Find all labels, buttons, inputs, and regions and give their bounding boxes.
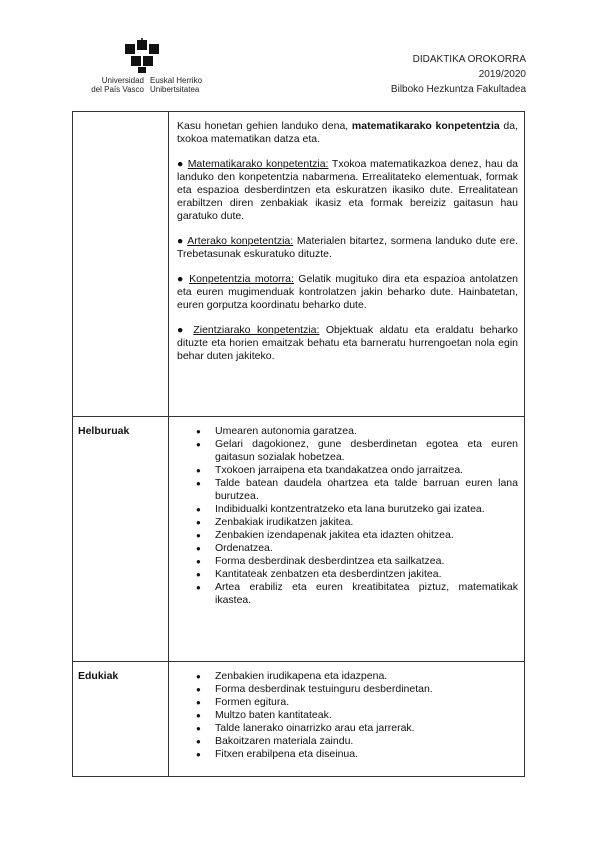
edukiak-label: Edukiak bbox=[73, 662, 169, 777]
competence-title: Zientziarako konpetentzia: bbox=[193, 324, 320, 336]
list-item: ● Indibidualki kontzentratzeko eta lana burutzeko gai izatea. bbox=[215, 503, 518, 516]
competence-title: Arterako konpetentzia: bbox=[187, 235, 294, 247]
competence-title: Matematikarako konpetentzia: bbox=[187, 158, 329, 170]
university-logo bbox=[74, 38, 214, 98]
logo-text-basque bbox=[150, 76, 220, 94]
helburuak-label: Helburuak bbox=[73, 417, 169, 662]
list-item: ● Bakoitzaren materiala zaindu. bbox=[215, 735, 518, 748]
bullet-icon: ● bbox=[177, 158, 185, 170]
logo-right-line2: Unibertsitatea bbox=[150, 85, 200, 94]
subject-name: DIDAKTIKA OROKORRA bbox=[412, 54, 526, 65]
list-item: ● Zenbakien izendapenak jakitea eta idazten ohitzea. bbox=[215, 529, 518, 542]
competence-text: Objektuak aldatu eta eraldatu beharko dituzte eta horien emaitzak behatu eta barneratu hurrengoetan nola egin behar duten jakiteko. bbox=[177, 324, 518, 362]
intro-paragraph bbox=[177, 120, 518, 146]
list-item: ● Zenbakien irudikapena eta idazpena. bbox=[215, 670, 518, 683]
table-row-competences bbox=[73, 112, 525, 417]
academic-year: 2019/2020 bbox=[478, 69, 526, 80]
competence-paragraph bbox=[177, 273, 518, 312]
table-row-helburuak bbox=[73, 417, 525, 662]
edukiak-cell bbox=[169, 662, 525, 777]
faculty-name: Bilboko Hezkuntza Fakultadea bbox=[390, 84, 526, 95]
competence-text: Txokoa matematikazkoa denez, hau da landuko den konpetentzia nabarmena. Errealitateko elementuak, formak eta espazioa desberdintzen eta eskuratzen ikasiko dute. Errealitatean erabiltzen diren zenbakiak ikasiz eta formak bereiziz gaitasun hau garatuko dute. bbox=[177, 158, 518, 222]
bullet-icon: ● bbox=[177, 235, 185, 247]
competence-paragraph bbox=[177, 235, 518, 261]
competence-text: Materialen bitartez, sormena landuko dute ere. Trebetasunak eskuratuko dituzte. bbox=[177, 235, 519, 260]
list-item: ● Forma desberdinak desberdintzea eta sailkatzea. bbox=[215, 555, 518, 568]
planning-table bbox=[72, 111, 525, 777]
list-item: ● Zenbakiak irudikatzen jakitea. bbox=[215, 516, 518, 529]
edukiak-list bbox=[177, 670, 518, 761]
bullet-icon: ● bbox=[177, 273, 185, 285]
list-item: ● Artea erabiliz eta euren kreatibitatea piztuz, matematikak ikastea. bbox=[215, 581, 518, 607]
list-item: ● Gelari dagokionez, gune desberdinetan egotea eta euren gaitasun sozialak hobetzea. bbox=[215, 438, 518, 464]
intro-text-end: da, txokoa matematikan datza eta. bbox=[177, 120, 518, 145]
helburuak-cell bbox=[169, 417, 525, 662]
page-header-info bbox=[391, 52, 526, 97]
list-item: ● Ordenatzea. bbox=[215, 542, 518, 555]
logo-text-spanish bbox=[74, 76, 144, 94]
list-item: ● Fitxen erabilpena eta diseinua. bbox=[215, 748, 518, 761]
list-item: ● Forma desberdinak testuinguru desberdinetan. bbox=[215, 683, 518, 696]
competence-title: Konpetentzia motorra: bbox=[189, 273, 294, 285]
intro-bold-text: matematikarako konpetentzia bbox=[351, 120, 500, 132]
list-item: ● Formen egitura. bbox=[215, 696, 518, 709]
helburuak-list bbox=[177, 425, 518, 607]
logo-right-line1: Euskal Herriko bbox=[150, 76, 203, 85]
list-item: ● Talde lanerako oinarrizko arau eta jarrerak. bbox=[215, 722, 518, 735]
intro-text: Kasu honetan gehien landuko dena, bbox=[177, 120, 352, 132]
list-item: ● Kantitateak zenbatzen eta desberdintzen jakitea. bbox=[215, 568, 518, 581]
logo-left-line2: del País Vasco bbox=[91, 85, 144, 94]
competence-text: Gelatik mugituko dira eta espazioa antolatzen eta euren mugimenduak kontrolatzen jakin beharko dute. Hainbatetan, euren gorputza koordinatu beharko dute. bbox=[177, 273, 519, 311]
list-item: ● Talde batean daudela ohartzea eta talde barruan euren lana burutzea. bbox=[215, 477, 518, 503]
bullet-icon: ● bbox=[177, 324, 187, 336]
upv-ehu-emblem-icon bbox=[121, 38, 165, 74]
list-item: ● Umearen autonomia garatzea. bbox=[215, 425, 518, 438]
logo-left-line1: Universidad bbox=[101, 76, 144, 85]
empty-label-cell bbox=[73, 112, 169, 417]
table-row-edukiak bbox=[73, 662, 525, 777]
competences-cell bbox=[169, 112, 525, 417]
list-item: ● Txokoen jarraipena eta txandakatzea ondo jarraitzea. bbox=[215, 464, 518, 477]
competence-paragraph bbox=[177, 324, 518, 363]
list-item: ● Multzo baten kantitateak. bbox=[215, 709, 518, 722]
competence-paragraph bbox=[177, 158, 518, 223]
